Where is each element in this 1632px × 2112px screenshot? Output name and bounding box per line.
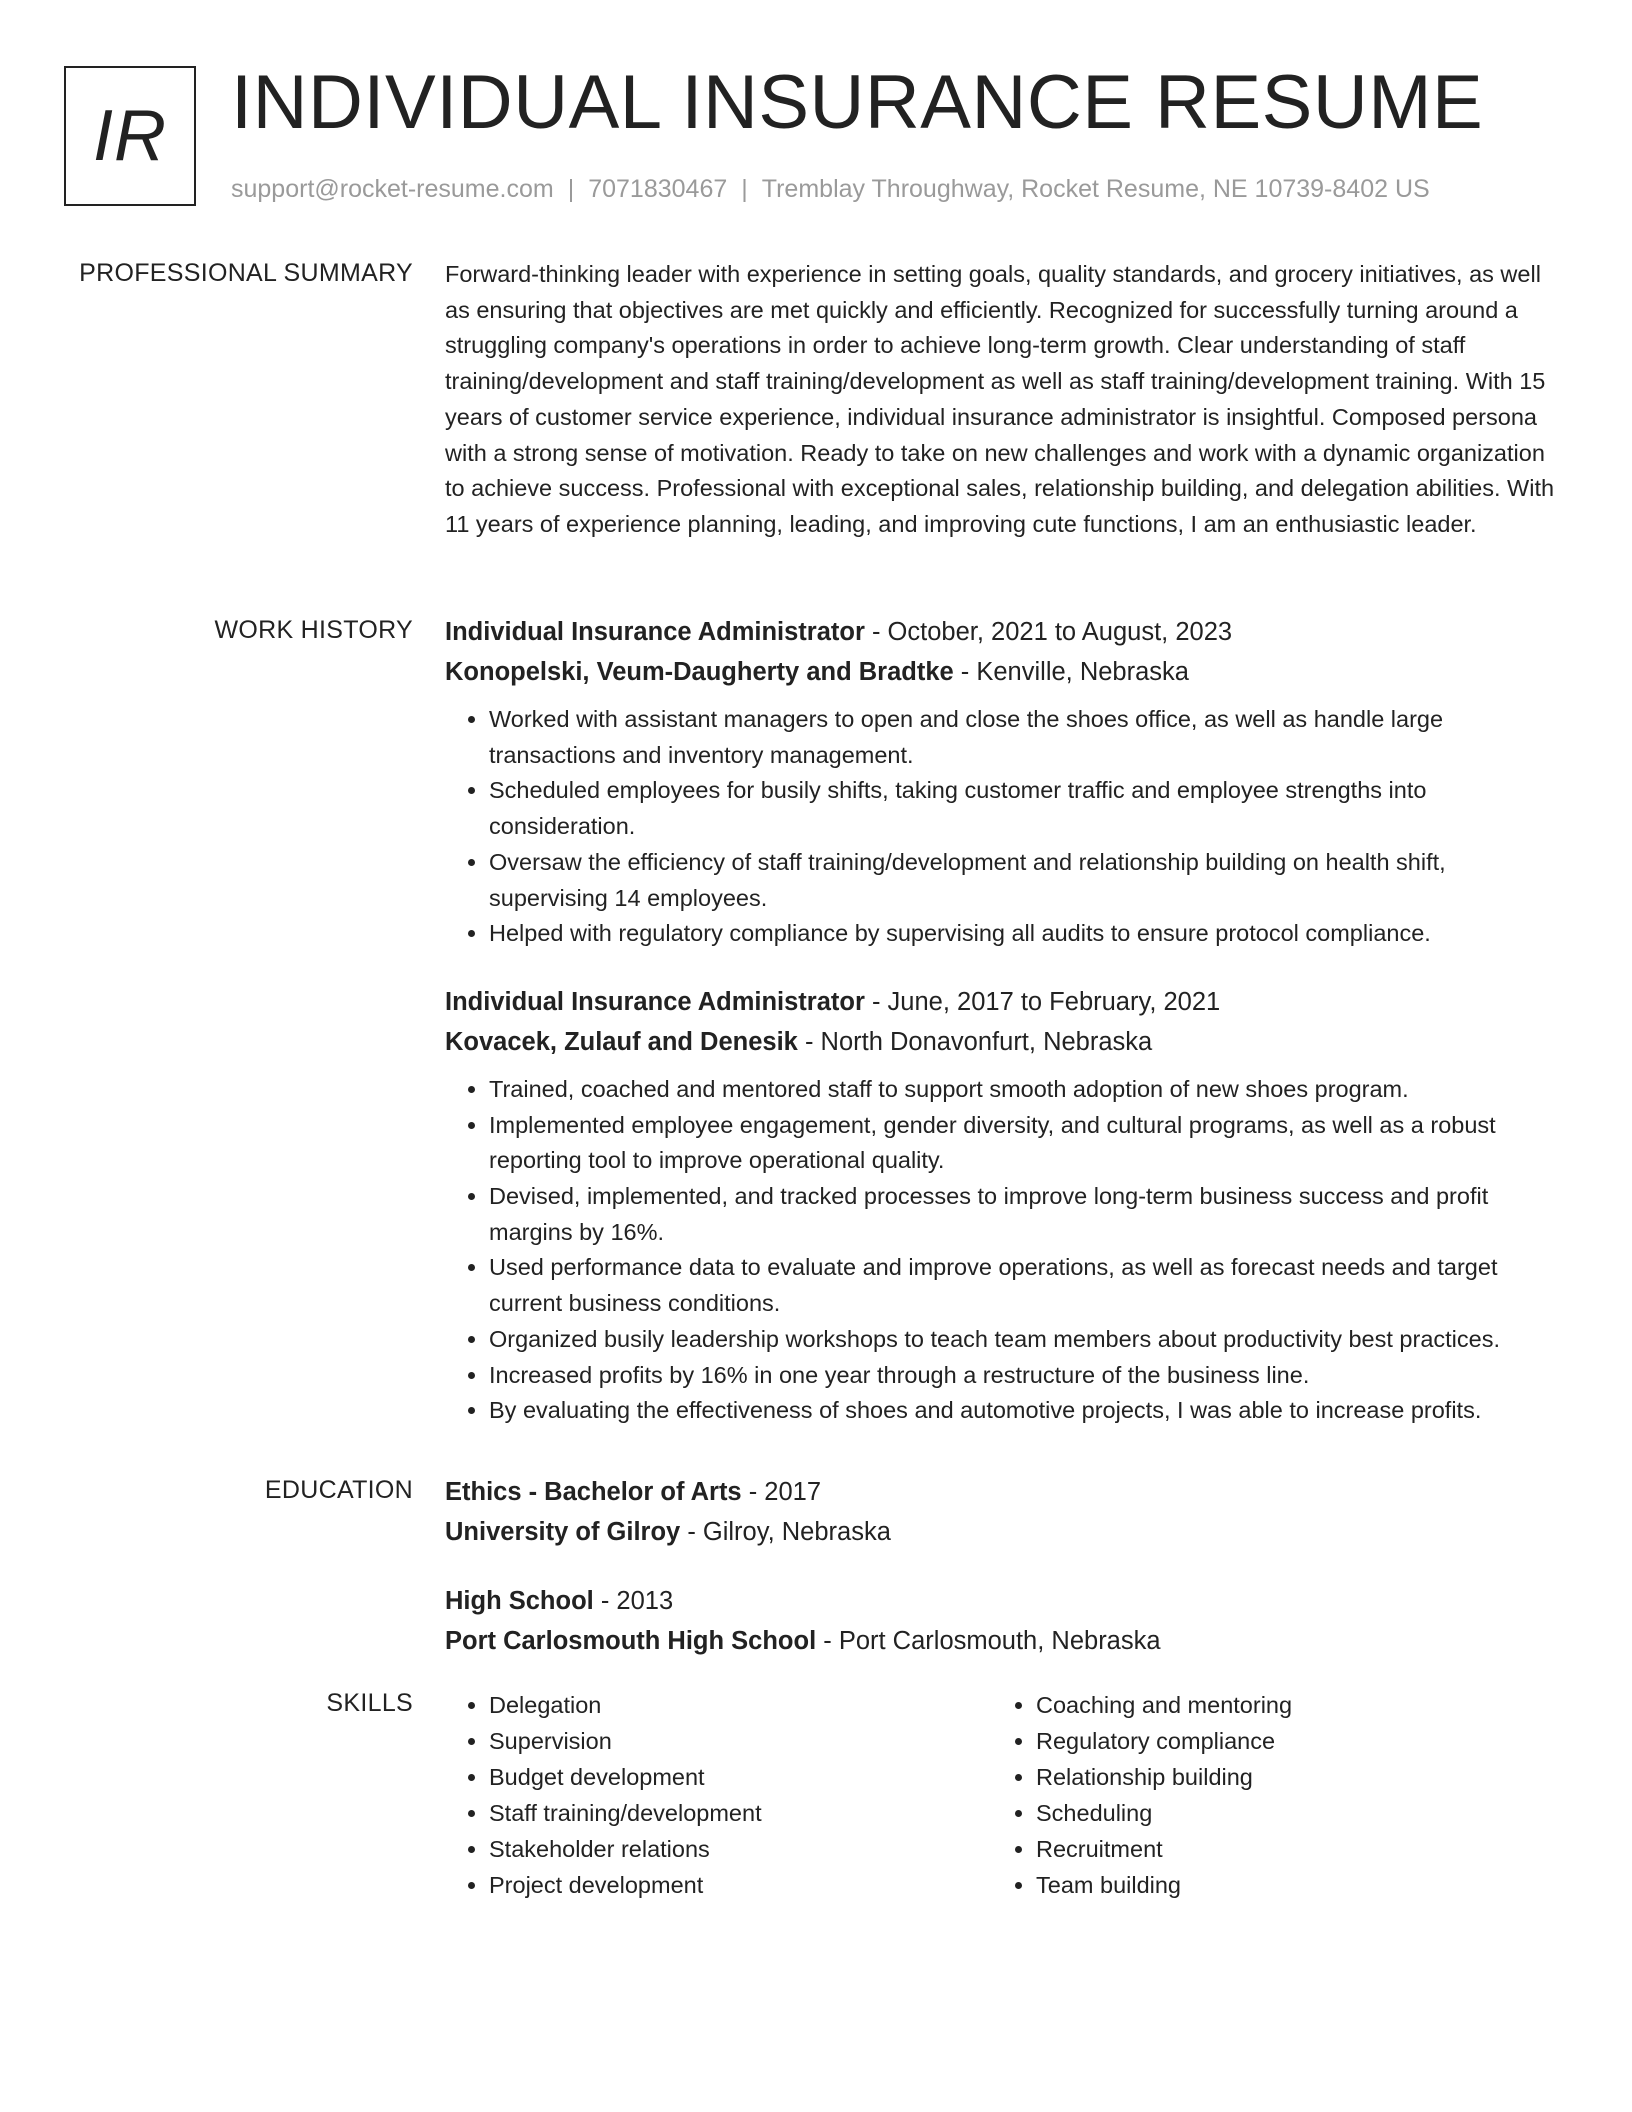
skill-item: • Recruitment [1036,1831,1539,1867]
job-bullet: • Organized busily leadership workshops to teach team members about productivity best practices. [489,1322,1560,1358]
school: Port Carlosmouth High School [445,1627,817,1655]
skill-item: • Regulatory compliance [1036,1723,1539,1759]
job-bullet: • Worked with assistant managers to open and close the shoes office, as well as handle large transactions and inventory management. [489,702,1560,773]
skill-item: • Project development [489,1867,992,1903]
job-location: - North Donavonfurt, Nebraska [797,1027,1153,1056]
degree: High School [445,1587,594,1615]
job-bullet: • Oversaw the efficiency of staff training/development and relationship building on health shift, supervising 14 employees. [489,845,1560,916]
job-title-line [445,612,1560,652]
job-bullets [445,1072,1560,1429]
job-bullet: • Scheduled employees for busily shifts, taking customer traffic and employee strengths into consideration. [489,773,1560,844]
skill-item: • Supervision [489,1723,992,1759]
skill-item: • Team building [1036,1867,1539,1903]
contact-separator: | [741,175,748,203]
job-bullet: • Helped with regulatory compliance by supervising all audits to ensure protocol compliance. [489,916,1560,952]
job-company-line [445,652,1560,692]
school-location: - Gilroy, Nebraska [680,1518,891,1546]
job-company: Konopelski, Veum-Daugherty and Bradtke [445,658,954,686]
school-line [445,1621,1560,1661]
contact-separator: | [567,175,575,203]
degree: Ethics - Bachelor of Arts [445,1478,742,1506]
job-company: Kovacek, Zulauf and Denesik [445,1027,798,1056]
section-label-work-history: WORK HISTORY [214,616,413,644]
skill-item: • Budget development [489,1759,992,1795]
job-company-line [445,1022,1560,1062]
monogram-logo: IR [64,66,196,206]
summary-text: Forward-thinking leader with experience in setting goals, quality standards, and grocery initiatives, as well as ensuring that objectives are met quickly and efficiently. Recognized for successfully turning around a struggling company's operations in order to achieve long-term growth. Clear understanding of staff training/development and staff training/development as well as staff training/development training. With 15 years of customer service experience, individual insurance administrator is insightful. Composed persona with a strong sense of motivation. Ready to take on new challenges and work with a dynamic organization to achieve success. Professional with exceptional sales, relationship building, and delegation abilities. With 11 years of experience planning, leading, and improving cute functions, I am an enthusiastic leader. [445,261,1555,537]
education-body [445,1472,1560,1661]
section-label-education: EDUCATION [264,1476,413,1504]
degree-line [445,1581,1560,1621]
job-entry [445,612,1560,952]
skill-item: • Staff training/development [489,1795,992,1831]
school: University of Gilroy [445,1518,681,1546]
job-dates: - October, 2021 to August, 2023 [864,618,1233,646]
skill-item: • Delegation [489,1687,992,1723]
summary-body [445,257,1560,543]
job-title: Individual Insurance Administrator [445,987,865,1016]
contact-phone[interactable]: 7071830467 [588,175,728,203]
section-label-skills: SKILLS [326,1689,413,1717]
work-history-body [445,612,1560,1429]
job-bullet: • By evaluating the effectiveness of shoes and automotive projects, I was able to increase profits. [489,1393,1560,1429]
contact-email[interactable]: support@rocket-resume.com [231,175,554,203]
school-line [445,1512,1560,1552]
education-entry [445,1581,1560,1661]
skill-item: • Stakeholder relations [489,1831,992,1867]
job-bullets [445,702,1560,952]
job-location: - Kenville, Nebraska [953,658,1189,686]
skill-item: • Coaching and mentoring [1036,1687,1539,1723]
degree-line [445,1472,1560,1512]
job-dates: - June, 2017 to February, 2021 [864,987,1221,1016]
degree-year: - 2013 [593,1587,674,1615]
skill-item: • Scheduling [1036,1795,1539,1831]
school-location: - Port Carlosmouth, Nebraska [816,1627,1161,1655]
contact-address: Tremblay Throughway, Rocket Resume, NE 10739-8402 US [761,175,1430,203]
job-entry [445,982,1560,1429]
skills-list-left [445,1687,992,1903]
degree-year: - 2017 [741,1478,822,1506]
education-entry [445,1472,1560,1552]
skills-list-right [992,1687,1539,1903]
job-bullet: • Used performance data to evaluate and improve operations, as well as forecast needs and target current business conditions. [489,1250,1560,1321]
skill-item: • Relationship building [1036,1759,1539,1795]
skills-body [445,1687,1560,1903]
job-bullet: • Increased profits by 16% in one year through a restructure of the business line. [489,1358,1560,1394]
job-bullet: • Trained, coached and mentored staff to support smooth adoption of new shoes program. [489,1072,1560,1108]
job-title-line [445,982,1560,1022]
section-label-summary: PROFESSIONAL SUMMARY [79,259,413,287]
skills-columns [445,1687,1560,1903]
contact-line [231,175,1430,204]
job-bullet: • Devised, implemented, and tracked processes to improve long-term business success and profit margins by 16%. [489,1179,1560,1250]
resume-title: INDIVIDUAL INSURANCE RESUME [231,60,1484,145]
job-title: Individual Insurance Administrator [445,618,865,646]
job-bullet: • Implemented employee engagement, gender diversity, and cultural programs, as well as a robust reporting tool to improve operational quality. [489,1108,1560,1179]
